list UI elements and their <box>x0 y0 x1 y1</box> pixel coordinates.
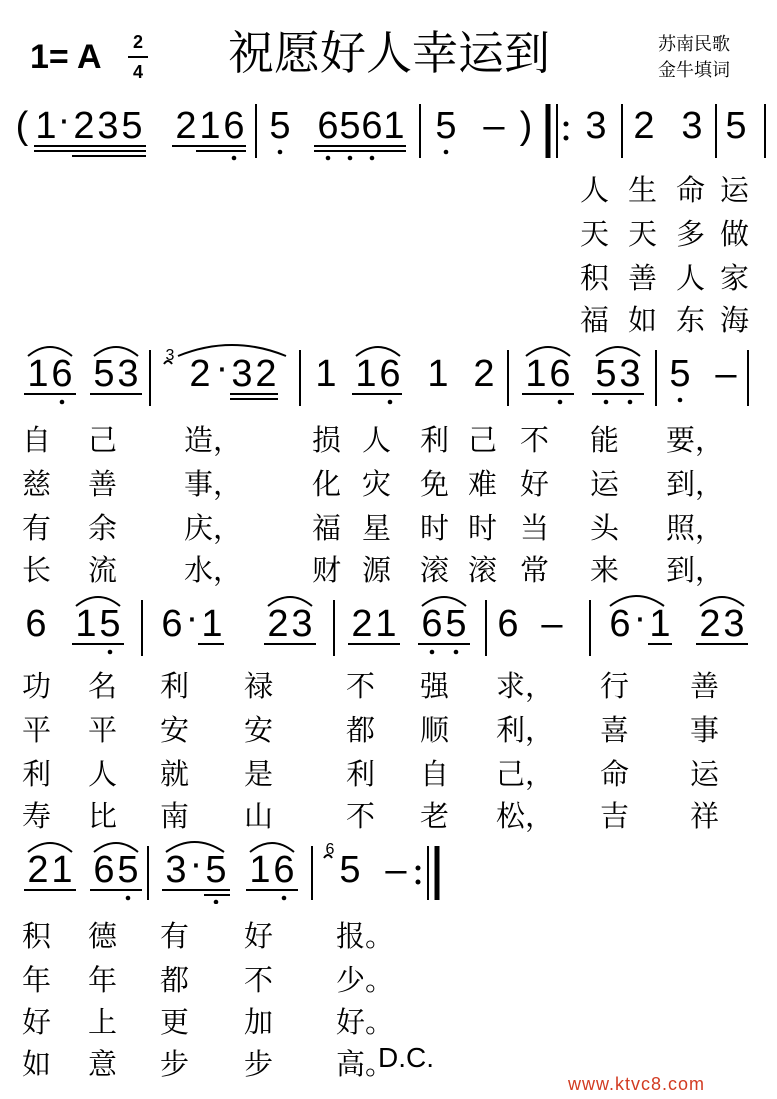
note: 5 <box>669 353 691 395</box>
note: 3 <box>165 849 187 891</box>
line2-verse-2 <box>0 462 777 502</box>
watermark-text: www.ktvc8.com <box>568 1074 706 1094</box>
note: 5 <box>117 849 139 891</box>
intro-verse-2 <box>0 212 777 252</box>
lyric-char: 化 <box>312 467 342 501</box>
note: ) <box>519 105 533 147</box>
lyric-char: 福 <box>312 511 342 545</box>
lyric-char: 星 <box>362 511 392 545</box>
time-signature-bar <box>128 56 148 58</box>
lyric-char: 事， <box>184 467 243 501</box>
note: 2 <box>73 105 95 147</box>
lyric-char: 做 <box>720 217 750 251</box>
lyric-char: 好 <box>244 919 274 953</box>
song-title: 祝愿好人幸运到 <box>228 26 550 80</box>
lyric-char: 禄 <box>244 669 274 703</box>
line3-verse-4 <box>0 794 777 834</box>
note: 5 <box>93 353 115 395</box>
intro-verse-4 <box>0 298 777 338</box>
note: 5 <box>121 105 143 147</box>
note: 1 <box>649 603 671 645</box>
lyric-char: 好。 <box>336 1005 395 1039</box>
lyric-char: 步 <box>160 1047 190 1081</box>
lyric-char: 多 <box>676 217 706 251</box>
lyric-char: 强 <box>420 669 450 703</box>
lyric-char: 报。 <box>336 919 395 953</box>
lyric-char: 不 <box>244 963 274 997</box>
lyric-char: 是 <box>244 757 274 791</box>
note: 2 <box>189 353 211 395</box>
lyric-char: 人 <box>362 423 392 457</box>
note: 1 <box>427 353 449 395</box>
lyric-char: 年 <box>22 963 52 997</box>
lyric-char: 善 <box>88 467 118 501</box>
lyric-char: 到， <box>666 467 725 501</box>
note: – <box>541 603 563 645</box>
note: 6 <box>93 849 115 891</box>
intro-verse-3 <box>0 256 777 296</box>
note: 1 <box>27 353 49 395</box>
lyric-char: 比 <box>88 799 118 833</box>
grace-note: 6 <box>325 841 335 858</box>
line4-verse-3 <box>0 1000 777 1040</box>
note: 6 <box>609 603 631 645</box>
line2-verse-1 <box>0 418 777 458</box>
line4-verse-1 <box>0 914 777 954</box>
note: 1 <box>249 849 271 891</box>
da-capo-mark: D.C. <box>378 1042 434 1073</box>
note: 1 <box>201 603 223 645</box>
lyric-char: 当 <box>520 511 550 545</box>
note: 6 <box>317 105 339 147</box>
lyric-char: 流 <box>88 553 118 587</box>
lyric-char: 来 <box>590 553 620 587</box>
lyric-char: 灾 <box>362 467 392 501</box>
lyric-char: 有 <box>22 511 52 545</box>
lyric-char: 好 <box>520 467 550 501</box>
lyric-char: 人 <box>580 173 610 207</box>
lyric-char: 己 <box>468 423 498 457</box>
lyric-char: 德 <box>88 919 118 953</box>
note: 2 <box>255 353 277 395</box>
lyric-char: 时 <box>468 511 498 545</box>
lyric-char: 水， <box>184 553 243 587</box>
note: 3 <box>117 353 139 395</box>
lyric-char: 常 <box>520 553 550 587</box>
lyric-char: 家 <box>720 261 750 295</box>
lyric-char: 运 <box>590 467 620 501</box>
note: · <box>189 843 203 885</box>
lyric-char: 就 <box>160 757 190 791</box>
lyric-char: 运 <box>690 757 720 791</box>
lyric-char: 如 <box>22 1047 52 1081</box>
note: · <box>215 347 229 389</box>
grace-note: 3 <box>165 347 175 364</box>
note: 2 <box>633 105 655 147</box>
lyric-char: 造， <box>184 423 243 457</box>
lyric-char: 不 <box>346 799 376 833</box>
note: 6 <box>379 353 401 395</box>
music-credit: 苏南民歌 <box>658 34 730 55</box>
lyric-char: 余 <box>88 511 118 545</box>
note: 6 <box>497 603 519 645</box>
lyrics-credit: 金牛填词 <box>658 60 730 81</box>
lyric-char: 能 <box>590 423 620 457</box>
lyric-char: 善 <box>690 669 720 703</box>
lyric-char: 财 <box>312 553 342 587</box>
lyric-char: 己 <box>88 423 118 457</box>
lyric-char: 老 <box>420 799 450 833</box>
lyric-char: 意 <box>88 1047 118 1081</box>
lyric-char: 顺 <box>420 713 450 747</box>
score-line-4 <box>0 834 777 904</box>
intro-verse-1 <box>0 168 777 208</box>
lyric-char: 吉 <box>600 799 630 833</box>
lyric-char: 安 <box>244 713 274 747</box>
lyric-char: 人 <box>88 757 118 791</box>
lyric-char: 到， <box>666 553 725 587</box>
time-signature-denominator: 4 <box>132 62 143 82</box>
lyric-char: 时 <box>420 511 450 545</box>
lyric-char: 利 <box>420 423 450 457</box>
note: 1 <box>199 105 221 147</box>
line3-verse-3 <box>0 752 777 792</box>
note: 5 <box>99 603 121 645</box>
lyric-char: 己， <box>496 757 555 791</box>
lyric-char: 命 <box>676 173 706 207</box>
lyric-char: 如 <box>628 303 658 337</box>
lyric-char: 功 <box>22 669 52 703</box>
lyric-char: 少。 <box>336 963 395 997</box>
note: · <box>57 100 71 141</box>
lyric-char: 利 <box>346 757 376 791</box>
note: – <box>715 353 737 395</box>
note: 3 <box>231 353 253 395</box>
lyric-char: 山 <box>244 799 274 833</box>
note: 5 <box>445 603 467 645</box>
note: 5 <box>435 105 457 147</box>
lyric-char: 祥 <box>690 799 720 833</box>
lyric-char: 行 <box>600 669 630 703</box>
note: 3 <box>585 105 607 147</box>
lyric-char: 滚 <box>468 553 498 587</box>
lyric-char: 高。 <box>336 1047 395 1081</box>
note: 2 <box>27 849 49 891</box>
note: 6 <box>223 105 245 147</box>
note: 6 <box>25 603 47 645</box>
lyric-char: 利 <box>22 757 52 791</box>
line3-verse-1 <box>0 664 777 704</box>
note: – <box>385 849 407 891</box>
lyric-char: 滚 <box>420 553 450 587</box>
line2-verse-3 <box>0 506 777 546</box>
note: 1 <box>355 353 377 395</box>
lyric-char: 天 <box>628 217 658 251</box>
lyric-char: 名 <box>88 669 118 703</box>
lyric-char: 生 <box>628 173 658 207</box>
lyric-char: 事 <box>690 713 720 747</box>
lyric-char: 人 <box>676 261 706 295</box>
line3-verse-2 <box>0 708 777 748</box>
lyric-char: 寿 <box>22 799 52 833</box>
lyric-char: 加 <box>244 1005 274 1039</box>
lyric-char: 慈 <box>22 467 52 501</box>
note: 1 <box>375 603 397 645</box>
lyric-char: 损 <box>312 423 342 457</box>
note: 1 <box>525 353 547 395</box>
lyric-char: 利， <box>496 713 555 747</box>
lyric-char: 年 <box>88 963 118 997</box>
note: · <box>185 597 199 639</box>
lyric-char: 喜 <box>600 713 630 747</box>
lyric-char: 东 <box>676 303 706 337</box>
time-signature-numerator: 2 <box>132 32 143 52</box>
note: 5 <box>339 849 361 891</box>
note: 1 <box>35 105 57 147</box>
lyric-char: 南 <box>160 799 190 833</box>
note: 3 <box>723 603 745 645</box>
note: 2 <box>351 603 373 645</box>
lyric-char: 求， <box>496 669 555 703</box>
note: 5 <box>725 105 747 147</box>
lyric-char: 自 <box>420 757 450 791</box>
note: 2 <box>175 105 197 147</box>
lyric-char: 上 <box>88 1005 118 1039</box>
note: 6 <box>421 603 443 645</box>
note: 5 <box>595 353 617 395</box>
score-line-2 <box>0 340 777 410</box>
lyric-char: 不 <box>520 423 550 457</box>
score-line-3 <box>0 590 777 660</box>
lyric-char: 难 <box>468 467 498 501</box>
lyric-char: 更 <box>160 1005 190 1039</box>
note: 3 <box>291 603 313 645</box>
note: 3 <box>681 105 703 147</box>
note: 1 <box>383 105 405 147</box>
lyric-char: 积 <box>22 919 52 953</box>
note: 1 <box>51 849 73 891</box>
note: 5 <box>269 105 291 147</box>
note: 6 <box>361 105 383 147</box>
key-signature: 1= A <box>30 38 102 76</box>
note: – <box>483 105 505 147</box>
lyric-char: 步 <box>244 1047 274 1081</box>
line4-verse-2 <box>0 958 777 998</box>
note: 6 <box>51 353 73 395</box>
note: 6 <box>549 353 571 395</box>
lyric-char: 庆， <box>184 511 243 545</box>
lyric-char: 自 <box>22 423 52 457</box>
lyric-char: 平 <box>22 713 52 747</box>
lyric-char: 福 <box>580 303 610 337</box>
lyric-char: 免 <box>420 467 450 501</box>
line2-verse-4 <box>0 548 777 588</box>
lyric-char: 都 <box>160 963 190 997</box>
lyric-char: 利 <box>160 669 190 703</box>
lyric-char: 源 <box>362 553 392 587</box>
lyric-char: 命 <box>600 757 630 791</box>
note: 1 <box>75 603 97 645</box>
lyric-char: 海 <box>720 303 750 337</box>
note: 2 <box>267 603 289 645</box>
note: 1 <box>315 353 337 395</box>
lyric-char: 安 <box>160 713 190 747</box>
lyric-char: 天 <box>580 217 610 251</box>
note: 2 <box>699 603 721 645</box>
lyric-char: 平 <box>88 713 118 747</box>
note: · <box>633 597 647 639</box>
lyric-char: 好 <box>22 1005 52 1039</box>
note: ( <box>15 105 29 147</box>
lyric-char: 有 <box>160 919 190 953</box>
note: 5 <box>205 849 227 891</box>
lyric-char: 积 <box>580 261 610 295</box>
lyric-char: 都 <box>346 713 376 747</box>
lyric-char: 长 <box>22 553 52 587</box>
note: 3 <box>619 353 641 395</box>
note: 2 <box>473 353 495 395</box>
lyric-char: 善 <box>628 261 658 295</box>
score-line-1 <box>0 100 777 170</box>
lyric-char: 要， <box>666 423 725 457</box>
lyric-char: 照， <box>666 511 725 545</box>
lyric-char: 不 <box>346 669 376 703</box>
note: 5 <box>339 105 361 147</box>
lyric-char: 松， <box>496 799 555 833</box>
note: 6 <box>161 603 183 645</box>
note: 6 <box>273 849 295 891</box>
lyric-char: 运 <box>720 173 750 207</box>
note: 3 <box>97 105 119 147</box>
lyric-char: 头 <box>590 511 620 545</box>
